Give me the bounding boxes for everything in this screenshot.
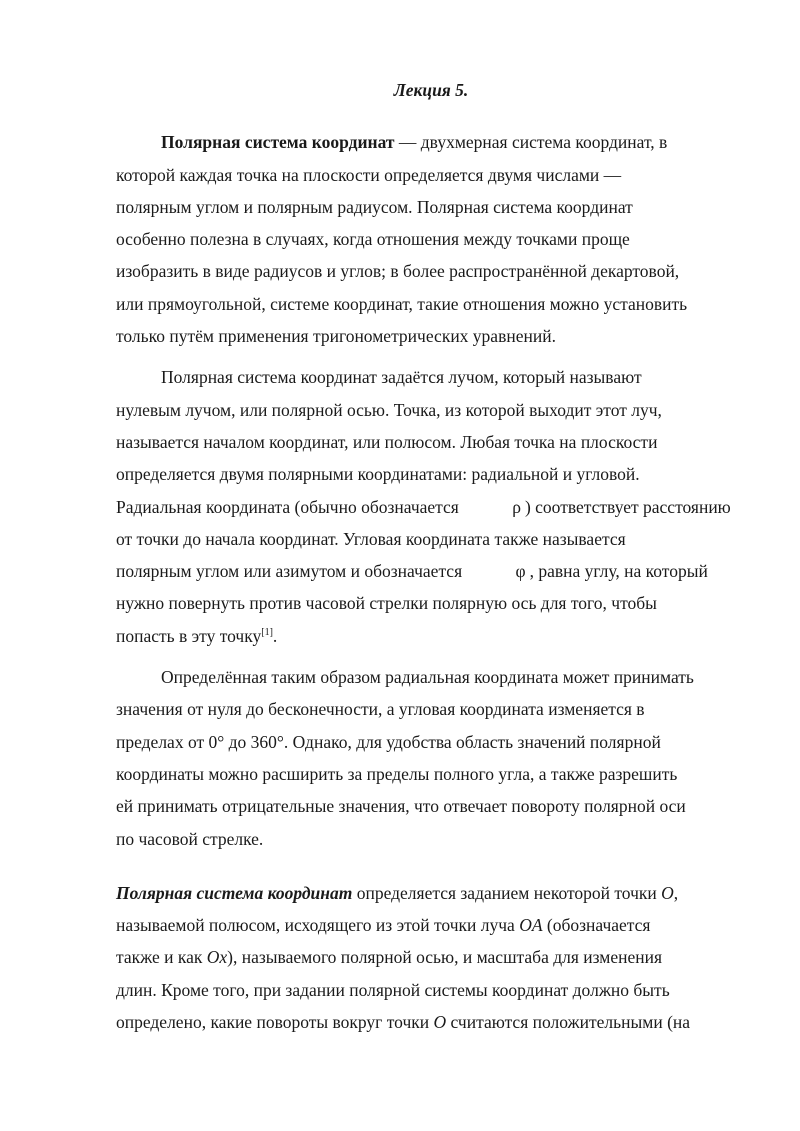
term-bold: Полярная система координат — [161, 132, 395, 153]
text-line: называется началом координат, или полюсом. Любая точка на плоскости — [116, 431, 658, 452]
text-line: от точки до начала координат. Угловая координата также называется — [116, 528, 626, 549]
text-line: , — [673, 882, 679, 903]
text-line: полярным углом или азимутом и обозначается — [116, 561, 467, 582]
text-line: считаются положительными (на — [446, 1012, 691, 1033]
lecture-title: Лекция 5. — [393, 80, 469, 100]
text-line: ), называемого полярной осью, и масштаба для изменения — [227, 947, 663, 968]
text-line: которой каждая точка на плоскости определяется двумя числами — — [116, 164, 622, 185]
text-line: только путём применения тригонометрических уравнений. — [116, 326, 556, 347]
text-line: по часовой стрелке. — [116, 828, 264, 849]
text-line: . — [272, 625, 278, 646]
text-line: координаты можно расширить за пределы полного угла, а также разрешить — [116, 763, 678, 784]
text-line: ей принимать отрицательные значения, что отвечает повороту полярной оси — [116, 796, 686, 817]
point-o: O — [433, 1012, 447, 1033]
text-line: попасть в эту точку — [116, 625, 262, 646]
text-line: (обозначается — [542, 915, 651, 936]
text-line: значения от нуля до бесконечности, а угловая координата изменяется в — [116, 699, 645, 720]
text-line: пределах от 0° до 360°. Однако, для удобства область значений полярной — [116, 731, 661, 752]
rho-symbol: ρ — [512, 496, 521, 517]
paragraph-definition — [116, 126, 746, 352]
document-page — [116, 74, 746, 1038]
text-line: — двухмерная система координат, в — [394, 132, 668, 153]
text-line: полярным углом и полярным радиусом. Полярная система координат — [116, 196, 633, 217]
text-line: Радиальная координата (обычно обозначается — [116, 496, 464, 517]
paragraph-axis — [116, 361, 746, 652]
text-line: Полярная система координат задаётся лучом, который называют — [161, 367, 642, 388]
text-line: определяется заданием некоторой точки — [352, 882, 662, 903]
text-line: длин. Кроме того, при задании полярной системы координат должно быть — [116, 979, 670, 1000]
phi-symbol: φ — [515, 561, 526, 582]
footnote-reference[interactable]: [1] — [261, 626, 273, 638]
paragraph-formal-definition — [116, 877, 746, 1038]
text-line: изобразить в виде радиусов и углов; в более распространённой декартовой, — [116, 261, 680, 282]
text-line: особенно полезна в случаях, когда отношения между точками проще — [116, 229, 630, 250]
text-line: , равна углу, на который — [529, 561, 708, 582]
axis-ox: Ox — [206, 947, 228, 968]
term-bold-italic: Полярная система координат — [116, 882, 353, 903]
text-line: определено, какие повороты вокруг точки — [116, 1012, 434, 1033]
ray-oa: OA — [519, 915, 543, 936]
text-line: нужно повернуть против часовой стрелки полярную ось для того, чтобы — [116, 593, 657, 614]
text-line: определяется двумя полярными координатами: радиальной и угловой. — [116, 464, 640, 485]
text-line: ) соответствует расстоянию — [524, 496, 731, 517]
text-line: также и как — [116, 947, 207, 968]
text-line: Определённая таким образом радиальная координата может принимать — [161, 667, 694, 688]
text-line: нулевым лучом, или полярной осью. Точка, из которой выходит этот луч, — [116, 399, 662, 420]
paragraph-range — [116, 661, 746, 855]
text-line: или прямоугольной, системе координат, такие отношения можно установить — [116, 293, 688, 314]
text-line: называемой полюсом, исходящего из этой точки луча — [116, 915, 520, 936]
point-o: O — [661, 882, 674, 903]
